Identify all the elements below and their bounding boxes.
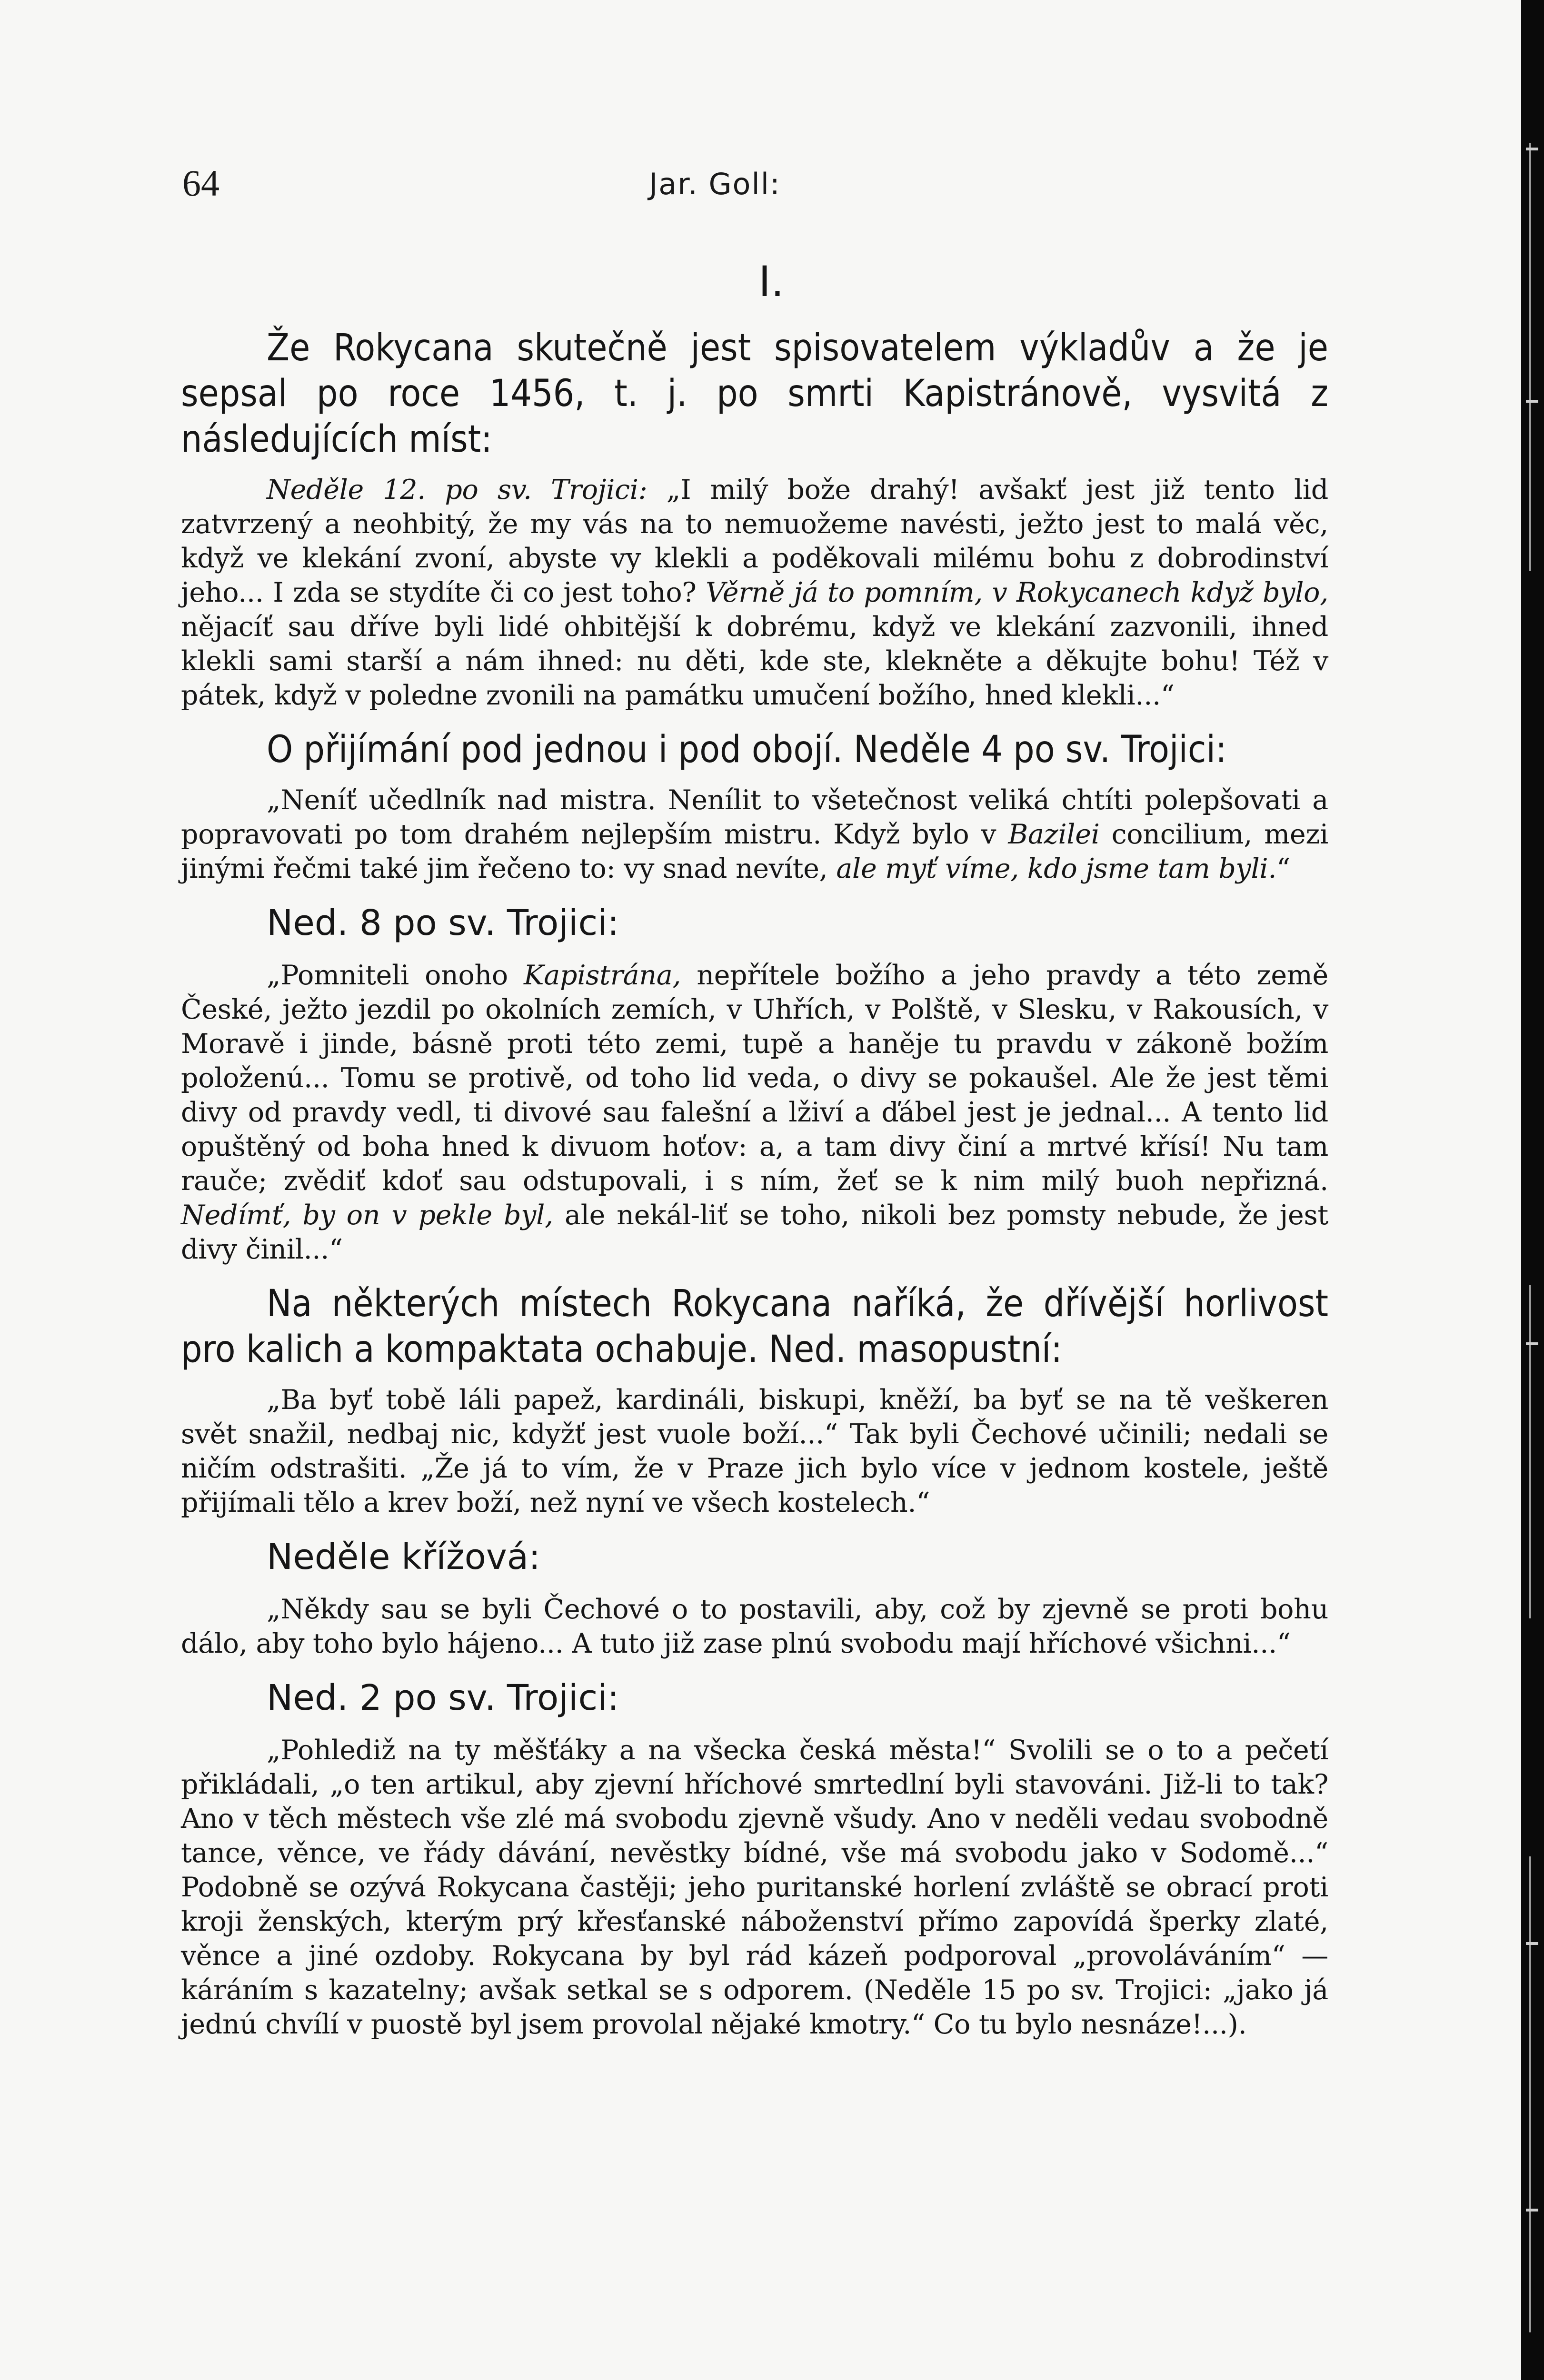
quote-3-italic-2: Nedímť, by on v pekle byl,: [181, 1200, 553, 1231]
quote-paragraph-2: [181, 783, 1328, 886]
quote-paragraph-1: [181, 473, 1328, 713]
scan-edge-mark: [1526, 1942, 1538, 1945]
quote-1-italic: Věrně já to pomním, v Rokycanech když bylo,: [706, 577, 1328, 608]
heading-6: Ned. 2 po sv. Trojici:: [267, 1677, 619, 1718]
quote-2-italic-2: ale myť víme, kdo jsme tam byli.: [836, 853, 1277, 884]
intro-paragraph: Že Rokycana skutečně jest spisovatelem výkladův a že je sepsal po roce 1456, t. j. po smrti Kapistránově, vysvitá z následujících míst:: [181, 327, 1328, 461]
quote-3-text-c: ale nekál-liť se toho, nikoli bez pomsty nebude, že jest divy činil...“: [181, 1200, 1329, 1265]
quote-2-italic-1: Bazilei: [1008, 819, 1100, 850]
quote-1-text-b: nějacíť sau dříve byli lidé ohbitější k dobrému, když ve klekání zazvonili, ihned klekli sami starší a nám ihned: nu děti, kde ste, klekněte a děkujte bohu! Též v pátek, když v poledne zvonili na památku umučení božího, hned klekli...“: [181, 611, 1328, 711]
quote-1-text-a: „I milý bože drahý! avšakť jest již tento lid zatvrzený a neohbitý, že my vás na to nemuožeme navésti, ježto jest to malá věc, když ve klekání zvoní, abyste vy klekli a poděkovali milému bohu z dobrodinství jeho... I zda se stydíte či co jest toho?: [181, 474, 1328, 608]
scan-edge-line: [1529, 1285, 1531, 1618]
running-head: [182, 162, 1325, 219]
quote-paragraph-3: [181, 958, 1328, 1267]
quote-1-label: Neděle 12. po sv. Trojici:: [267, 474, 647, 506]
scan-edge: [1521, 0, 1544, 2380]
quote-paragraph-4: „Ba byť tobě láli papež, kardináli, biskupi, kněží, ba byť se na tě veškeren svět snažil, nedbaj nic, kdyžť jest vuole boží...“ Tak byli Čechové učinili; nedali se ničím odstrašiti. „Že já to vím, že v Praze jich bylo více v jednom kostele, ještě přijímali tělo a krev boží, než nyní ve všech kostelech.“: [181, 1384, 1328, 1518]
scan-edge-mark: [1526, 1342, 1538, 1345]
heading-3: Ned. 8 po sv. Trojici:: [267, 902, 619, 943]
heading-4: Na některých místech Rokycana naříká, že dřívější horlivost pro kalich a kompaktata ochabuje. Ned. masopustní:: [181, 1282, 1328, 1371]
scan-edge-mark: [1526, 148, 1538, 150]
quote-paragraph-6: „Pohlediž na ty měšťáky a na všecka česká města!“ Svolili se o to a pečetí přikládali, „o ten artikul, aby zjevní hříchové smrtedlní byli stavováni. Již-li to tak? Ano v těch městech vše zlé má svobodu zjevně všudy. Ano v neděli vedau svobodně tance, věnce, ve řády dávání, nevěstky bídné, vše má svobodu jako v Sodomě...“ Podobně se ozývá Rokycana častěji; jeho puritanské horlení zvláště se obrací proti kroji ženských, kterým prý křesťanské náboženství přímo zapovídá šperky zlaté, věnce a jiné ozdoby. Rokycana by byl rád kázeň podporoval „provoláváním“ — káráním s kazatelny; avšak setkal se s odporem. (Neděle 15 po sv. Trojici: „jako já jednú chvílí v puostě byl jsem provolal nějaké kmotry.“ Co tu bylo nesnáze!...).: [181, 1735, 1328, 2040]
running-title: Jar. Goll:: [649, 167, 781, 201]
scan-edge-line: [1529, 1856, 1531, 2332]
quote-paragraph-5: „Někdy sau se byli Čechové o to postavili, aby, což by zjevně se proti bohu dálo, aby toho bylo hájeno... A tuto již zase plnú svobodu mají hříchové všichni...“: [181, 1594, 1328, 1659]
quote-2-text-b: concilium, mezi jinými řečmi také jim řečeno to: vy snad nevíte,: [181, 819, 1328, 884]
quote-3-italic-1: Kapistrána,: [524, 960, 681, 991]
body-text: [181, 257, 1328, 2056]
scan-edge-mark: [1526, 400, 1538, 403]
heading-5: Neděle křížová:: [267, 1537, 541, 1577]
quote-2-text-c: “: [1276, 853, 1290, 884]
quote-3-text-a: „Pomniteli onoho: [267, 960, 524, 991]
scan-edge-mark: [1526, 2209, 1538, 2211]
quote-3-text-b: nepřítele božího a jeho pravdy a této země České, ježto jezdil po okolních zemích, v Uhřích, v Polště, v Slesku, v Rakousích, v Moravě i jinde, básně proti této zemi, tupě a haněje tu pravdu v zákoně božím položenú... Tomu se protivě, od toho lid veda, o divy se pokaušel. Ale že jest těmi divy od pravdy vedl, ti divové sau falešní a lživí a ďábel jest je jednal... A tento lid opuštěný od boha hned k divuom hoťov: a, a tam divy činí a mrtvé křísí! Nu tam rauče; zvědiť kdoť sau odstupovali, i s ním, žeť se k nim milý buoh nepřizná.: [181, 960, 1328, 1197]
scan-edge-line: [1529, 143, 1531, 571]
section-numeral: I.: [758, 257, 784, 306]
quote-2-text-a: „Neníť učedlník nad mistra. Nenílit to všetečnost veliká chtíti polepšovati a popravovati po tom drahém nejlepším mistru. Když bylo v: [181, 784, 1328, 850]
heading-2: O přijímání pod jednou i pod obojí. Neděle 4 po sv. Trojici:: [267, 728, 1227, 771]
page-number: 64: [182, 162, 219, 204]
